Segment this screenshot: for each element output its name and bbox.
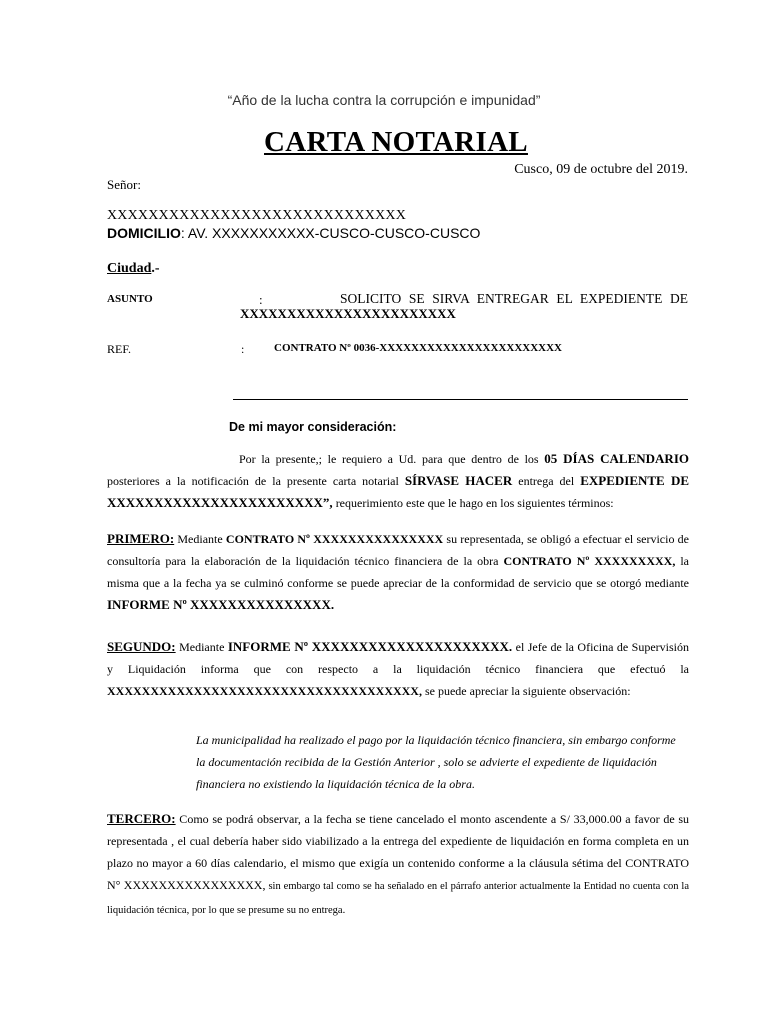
ref-colon: :	[241, 342, 245, 356]
ref-label: REF.	[107, 342, 132, 356]
primero-bold-1: CONTRATO Nº XXXXXXXXXXXXXXX	[225, 532, 444, 546]
asunto-colon: :	[259, 292, 263, 307]
document-title: CARTA NOTARIAL	[264, 126, 528, 158]
intro-paragraph	[107, 448, 689, 514]
segundo-bold-2: XXXXXXXXXXXXXXXXXXXXXXXXXXXXXXXXXXXX,	[107, 684, 422, 698]
document-date: Cusco, 09 de octubre del 2019.	[514, 162, 688, 177]
asunto-text-continuation: XXXXXXXXXXXXXXXXXXXXXXX	[240, 306, 456, 321]
ref-text: CONTRATO Nº 0036-XXXXXXXXXXXXXXXXXXXXXXX	[274, 342, 562, 354]
intro-text-1: Por la presente,; le requiero a Ud. para que dentro de los	[239, 452, 545, 466]
segundo-text-1: Mediante	[175, 640, 228, 654]
segundo-bold-1: INFORME Nº XXXXXXXXXXXXXXXXXXXXX.	[227, 639, 513, 654]
domicilio-value: : AV. XXXXXXXXXXX-CUSCO-CUSCO-CUSCO	[180, 225, 481, 241]
segundo-text-2: el Jefe de la Oficina de Supervisión y Liquidación informa que con respecto a la liquidación técnico financiera que efectuó la	[107, 640, 689, 676]
salutation-to: Señor:	[107, 177, 141, 192]
ciudad-suffix: .-	[151, 261, 160, 276]
tercero-text-2: sin embargo tal como se ha señalado en el párrafo anterior actualmente la Entidad no cuenta con la liquidación técnica, por lo que se presume su no entrega.	[107, 881, 689, 916]
intro-text-2: posteriores a la notificación de la presente carta notarial	[107, 474, 405, 488]
separator-line	[233, 399, 688, 400]
intro-text-4: requerimiento este que le hago en los siguientes términos:	[332, 496, 614, 510]
greeting: De mi mayor consideración:	[229, 420, 397, 434]
segundo-paragraph	[107, 636, 689, 702]
intro-bold-3: EXPEDIENTE DE XXXXXXXXXXXXXXXXXXXXXXX”,	[107, 473, 690, 510]
intro-bold-1: 05 DÍAS CALENDARIO	[544, 451, 689, 466]
intro-text-3: entrega del	[512, 474, 581, 488]
primero-text-1: Mediante	[174, 532, 226, 546]
ciudad-label: Ciudad	[107, 261, 152, 276]
domicilio-label: DOMICILIO	[107, 225, 181, 241]
primero-text-3: la misma que a la fecha ya se culminó conforme se puede apreciar de la conformidad de servicio que se otorgó mediante	[107, 554, 689, 590]
asunto-label: ASUNTO	[107, 293, 153, 305]
year-motto: “Año de la lucha contra la corrupción e impunidad”	[227, 92, 541, 108]
addressee-name: XXXXXXXXXXXXXXXXXXXXXXXXXXXXX	[107, 208, 407, 223]
addressee-address	[107, 225, 480, 241]
tercero-paragraph	[107, 808, 689, 922]
city-line	[107, 261, 160, 277]
primero-bold-2: CONTRATO Nº XXXXXXXXX,	[503, 554, 676, 568]
primero-text-2: su representada, se obligó a efectuar el servicio de consultoría para la elaboración de la liquidación técnico financiera de la obra	[107, 532, 689, 568]
tercero-text-1: Como se podrá observar, a la fecha se tiene cancelado el monto ascendente a S/ 33,000.00 a favor de su representada , el cual debería haber sido viabilizado a la entrega del expediente de liquidación en forma completa en un plazo no mayor a 60 días calendario, el mismo que exigía un contenido conforme a la cláusula sétima del CONTRATO N° XXXXXXXXXXXXXXXX,	[107, 812, 689, 892]
primero-label: PRIMERO:	[107, 531, 175, 546]
segundo-label: SEGUNDO:	[107, 639, 176, 654]
intro-bold-2: SÍRVASE HACER	[404, 473, 513, 488]
asunto-text: SOLICITO SE SIRVA ENTREGAR EL EXPEDIENTE DE	[340, 291, 688, 306]
primero-bold-3: INFORME Nº XXXXXXXXXXXXXXX.	[107, 597, 335, 612]
quoted-observation: La municipalidad ha realizado el pago por la liquidación técnico financiera, sin embargo conforme la documentación recibida de la Gestión Anterior , solo se advierte el expediente de liquidación financiera no existiendo la liquidación técnica de la obra.	[196, 733, 676, 791]
primero-paragraph	[107, 528, 689, 616]
tercero-label: TERCERO:	[107, 811, 176, 826]
segundo-text-3: se puede apreciar la siguiente observación:	[421, 684, 631, 698]
